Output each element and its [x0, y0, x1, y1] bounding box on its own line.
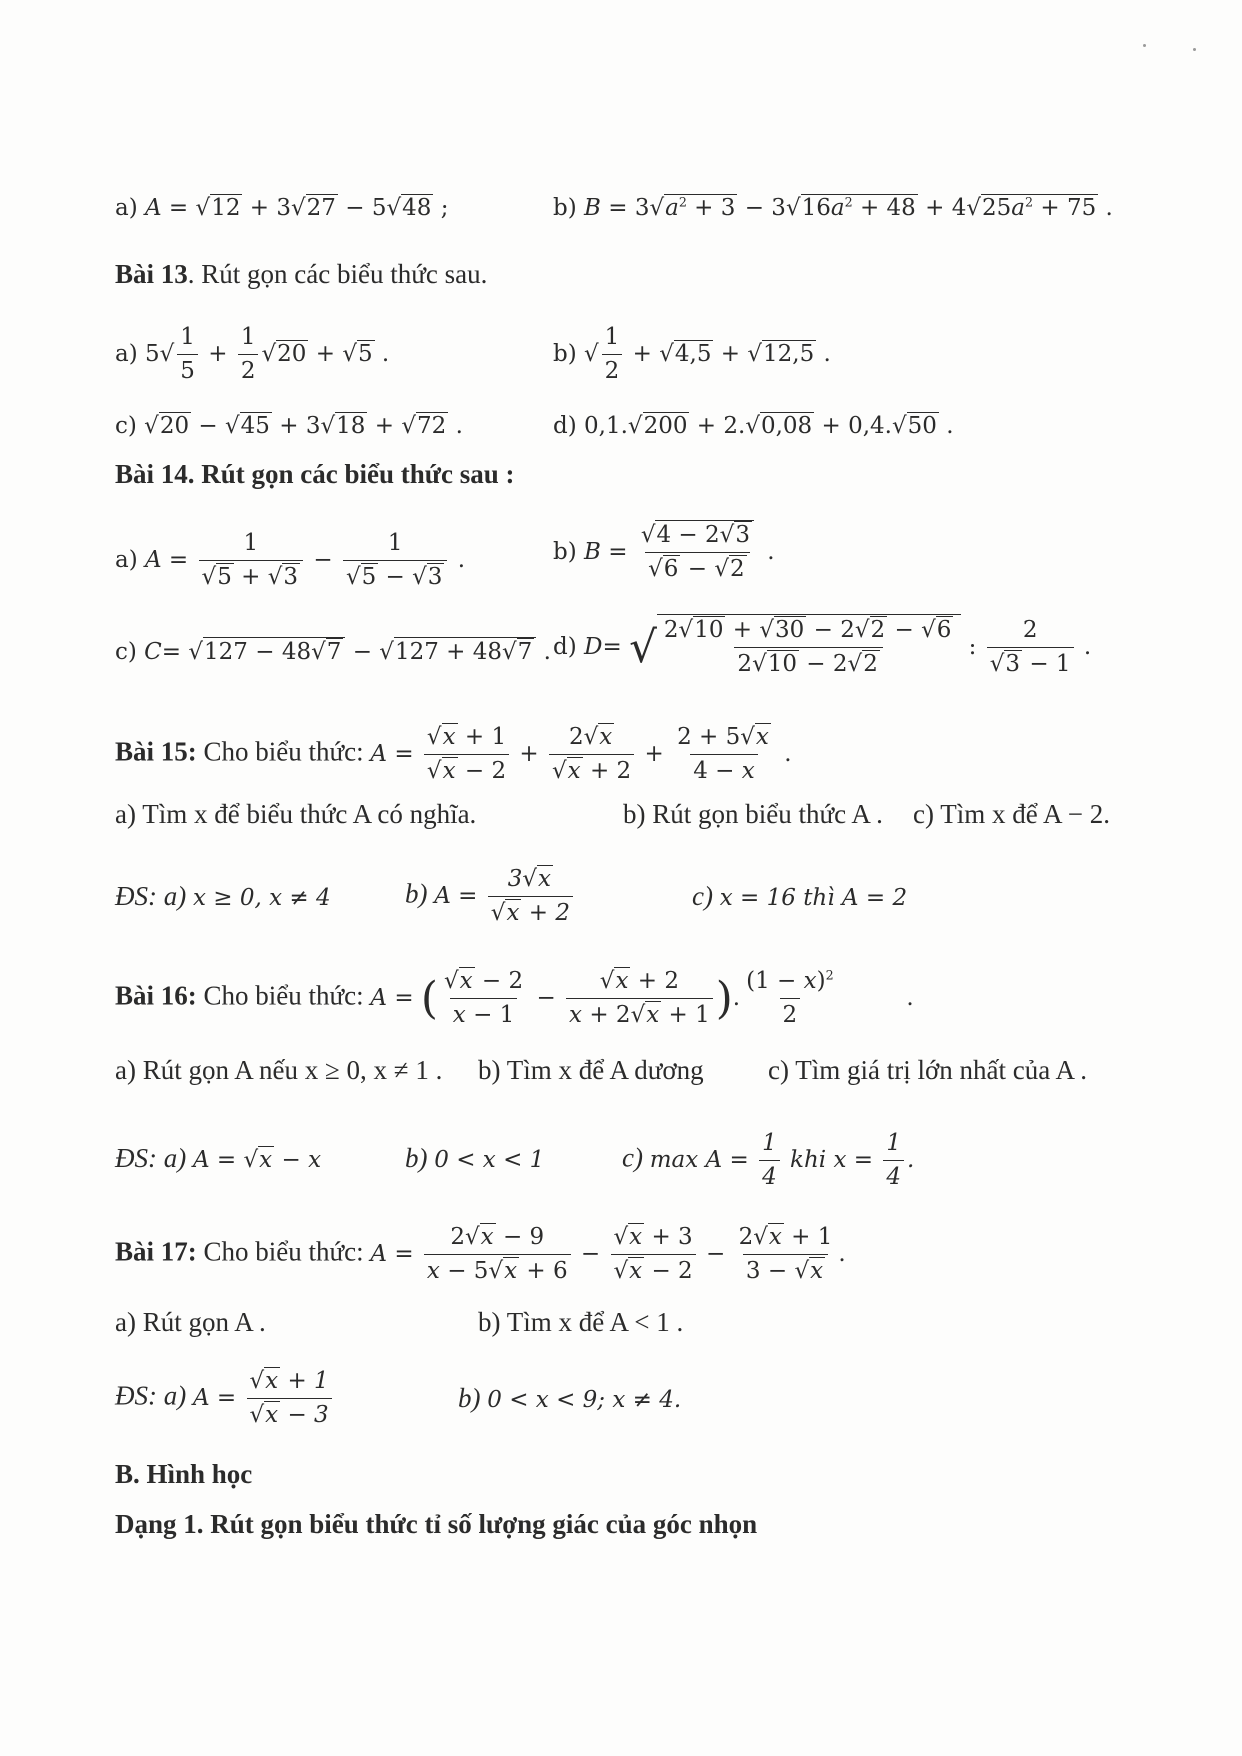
exercise-17-text: Cho biểu thức: — [203, 1236, 364, 1267]
exercise-14c: c) C= √127 − 48√7 − √127 + 48√7 . — [115, 639, 551, 665]
section-geometry-title: B. Hình học — [115, 1459, 253, 1489]
exercise-13-text: . Rút gọn các biểu thức sau. — [187, 259, 488, 289]
exercise-15-heading: Bài 15: Cho biểu thức: A = $\frac{√x + 1}{√x - 2}$ + $\frac{2√x}{√x + 2}$ + $\frac{2 + 5√x}{4 - x}$ . — [115, 722, 792, 787]
exercise-12a: a) A = √12 + 3√27 − 5√48 ; — [115, 195, 449, 221]
exercise-13c: c) √20 − √45 + 3√18 + √72 . — [115, 413, 463, 439]
answer-15a: ĐS: a) x ≥ 0, x ≠ 4 — [115, 881, 331, 911]
exercise-13-title: Bài 13 — [115, 259, 188, 289]
exercise-14b: b) B = $\frac{√4 - 2√3}{√6 - √2}$ . — [553, 520, 775, 585]
exercise-13d: d) 0,1.√200 + 2.√0,08 + 0,4.√50 . — [553, 413, 954, 439]
exercise-17b: b) Tìm x để A < 1 . — [478, 1307, 684, 1337]
answer-17a: ĐS: a) A = $\frac{√x + 1}{√x - 3}$ — [115, 1366, 335, 1431]
exercise-16-text: Cho biểu thức: — [203, 980, 364, 1011]
exercise-15-title: Bài 15: — [115, 736, 197, 767]
exercise-14d: d) D= √ $\frac{2√10 + √30 - 2√2 - √6}{2√10 - 2√2}$ : $\frac{2}{√3 - 1}$ . — [553, 614, 1091, 680]
section-form-1-title: Dạng 1. Rút gọn biểu thức tỉ số lượng giác của góc nhọn — [115, 1509, 758, 1539]
exercise-16c: c) Tìm giá trị lớn nhất của A . — [768, 1055, 1087, 1085]
exercise-13-heading — [115, 258, 487, 290]
exercise-16b: b) Tìm x để A dương — [478, 1055, 704, 1085]
answer-17b: b) 0 < x < 9; x ≠ 4. — [458, 1383, 682, 1413]
exercise-12b: b) $B = 3√a^2 + 3 - 3√16a^2 + 48 + 4√25a^2 + 75$ . — [553, 194, 1113, 221]
answer-16b: b) 0 < x < 1 — [405, 1143, 545, 1173]
exercise-15c: c) Tìm x để A − 2. — [913, 799, 1110, 829]
answer-15b: b) A = $\frac{3√x}{√x + 2}$ — [405, 864, 576, 929]
exercise-16a: a) Rút gọn A nếu x ≥ 0, x ≠ 1 . — [115, 1055, 443, 1085]
exercise-15-text: Cho biểu thức: — [203, 736, 364, 767]
exercise-15b: b) Rút gọn biểu thức A . — [623, 799, 883, 829]
exercise-17-title: Bài 17: — [115, 1236, 197, 1267]
scan-speck — [1143, 44, 1146, 47]
answer-15c: c) x = 16 thì A = 2 — [692, 881, 908, 911]
exercise-17a: a) Rút gọn A . — [115, 1307, 266, 1337]
exercise-15a: a) Tìm x để biểu thức A có nghĩa. — [115, 799, 477, 829]
answer-16a: ĐS: a) A = √x − x — [115, 1143, 322, 1173]
exercise-14-title: Bài 14. Rút gọn các biểu thức sau : — [115, 459, 515, 489]
scan-speck — [1193, 48, 1196, 51]
exercise-17-heading: Bài 17: Cho biểu thức: A = $\frac{2√x - 9}{x - 5√x + 6}$ − $\frac{√x + 3}{√x - 2}$ − $\frac{2√x + 1}{3 - √x}$ . — [115, 1222, 846, 1287]
exercise-13a: a) 5√ $\frac{1}{5}$ + $\frac{1}{2}$ √20 + √5 . — [115, 322, 389, 387]
exercise-13b: b) √ $\frac{1}{2}$ + √4,5 + √12,5 . — [553, 322, 831, 387]
exercise-16-heading: Bài 16: Cho biểu thức: A = ( $\frac{√x - 2}{x - 1}$ − $\frac{√x + 2}{x + 2√x + 1}$ ). $\frac{(1 - x)^2}{2}$ . — [115, 966, 914, 1031]
answer-16c: c) max A = $\frac{1}{4}$ khi x = $\frac{1}{4}$ . — [622, 1128, 914, 1193]
exercise-16-title: Bài 16: — [115, 980, 197, 1011]
exercise-14a: a) A = $\frac{1}{√5 + √3}$ − $\frac{1}{√5 - √3}$ . — [115, 528, 465, 593]
